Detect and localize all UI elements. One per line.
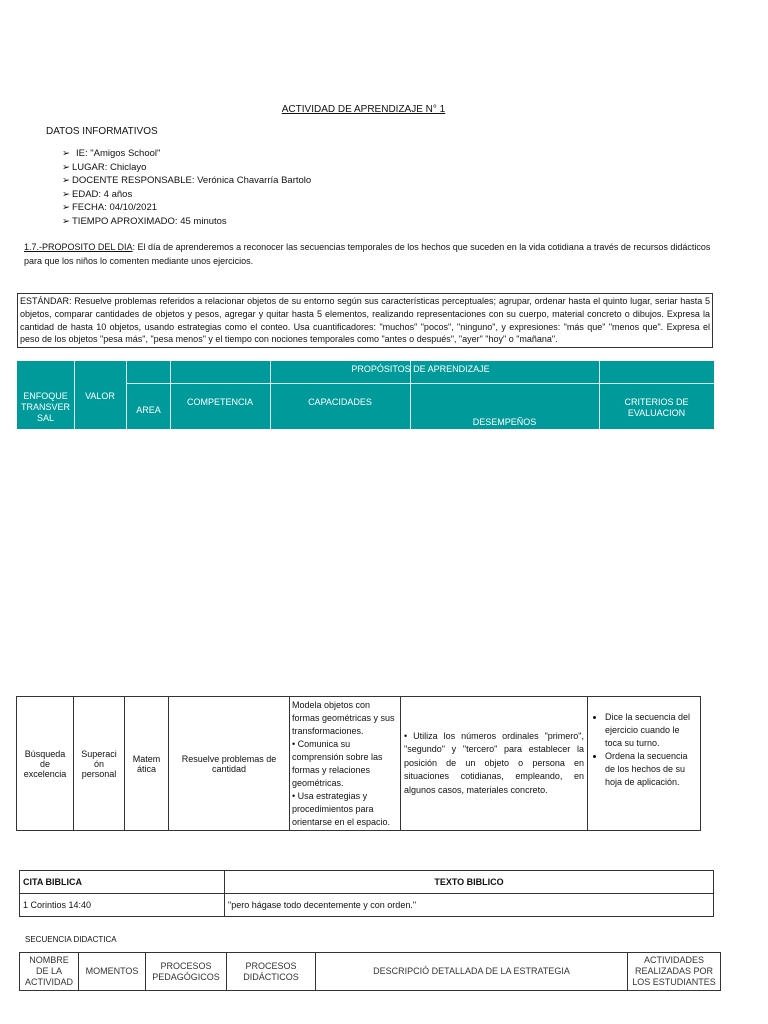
texto-biblico: "pero hágase todo decentemente y con orden." — [225, 894, 714, 917]
arrow-bullet-icon: ➢ — [62, 175, 70, 186]
cell-criterios — [588, 697, 701, 831]
arrow-bullet-icon: ➢ — [62, 161, 70, 173]
header-criterios: CRITERIOS DE EVALUACION — [624, 397, 689, 418]
info-list — [62, 147, 311, 228]
proposito-label: 1.7.-PROPOSITO DEL DIA — [24, 242, 133, 252]
table-row — [20, 953, 721, 991]
datos-informativos-heading: DATOS INFORMATIVOS — [46, 126, 158, 137]
proposito-del-dia — [24, 240, 714, 268]
cita-header: CITA BIBLICA — [20, 871, 225, 894]
list-item: • Dice la secuencia del ejercicio cuando le toca su turno. — [605, 711, 697, 750]
header-enfoque: ENFOQUE TRANSVER SAL — [20, 391, 70, 423]
arrow-bullet-icon: ➢ — [62, 188, 70, 200]
header-capacidades: CAPACIDADES — [308, 397, 372, 407]
cell-competencia: Resuelve problemas de cantidad — [169, 697, 290, 831]
info-item: ➢ EDAD: 4 años — [62, 188, 133, 200]
info-item: ➢ TIEMPO APROXIMADO: 45 minutos — [62, 215, 227, 227]
proposito-text: : El día de aprenderemos a reconocer las secuencias temporales de los hechos que suceden en la vida cotidiana a través de recursos didácticos para que los niños lo comenten mediante unos ejercicios. — [24, 242, 711, 266]
table-row — [20, 871, 714, 894]
list-item: • Ordena la secuencia de los hechos de su hoja de aplicación. — [605, 750, 697, 789]
propositos-header — [17, 361, 714, 429]
estandar-box: ESTÁNDAR: Resuelve problemas referidos a relacionar objetos de su entorno según sus características perceptuales; agrupar, ordenar hasta el quinto lugar, seriar hasta 5 objetos, comparar cantidades de objetos y pesos, agregar y quitar hasta 5 elementos, realizando representaciones con su cuerpo, material concreto o dibujos. Expresa la cantidad de hasta 10 objetos, usando estrategias como el conteo. Usa cuantificadores: "muchos" "pocos", "ninguno", y expresiones: "más que" "menos que". Expresa el peso de los objetos "pesa más", "pesa menos" y el tiempo con nociones temporales como "antes o después", "ayer" "hoy" o "mañana". — [17, 293, 713, 348]
seq-header-momentos: MOMENTOS — [79, 953, 146, 991]
header-area: AREA — [136, 405, 161, 415]
texto-header: TEXTO BIBLICO — [225, 871, 714, 894]
secuencia-label: SECUENCIA DIDACTICA — [25, 935, 117, 944]
header-valor: VALOR — [85, 391, 115, 401]
seq-header-actividades: ACTIVIDADES REALIZADAS POR LOS ESTUDIANTES — [628, 953, 721, 991]
cita-ref: 1 Corintios 14:40 — [20, 894, 225, 917]
arrow-bullet-icon: ➢ — [62, 215, 70, 227]
competencias-table — [16, 696, 701, 831]
info-item: ➢ IE: "Amigos School" — [62, 148, 161, 159]
cell-area: Matem ática — [125, 697, 169, 831]
table-row — [20, 894, 714, 917]
cell-valor: Superaci ón personal — [74, 697, 125, 831]
table-row — [17, 697, 701, 831]
arrow-bullet-icon: ➢ — [62, 148, 70, 159]
seq-header-pedagogicos: PROCESOS PEDAGÓGICOS — [146, 953, 227, 991]
secuencia-table — [19, 952, 721, 991]
cell-desempeno: • Utiliza los números ordinales "primero", "segundo" y "tercero" para establecer la posición de un objeto o persona en situaciones cotidianas, empleando, en algunos casos, materiales concreto. — [401, 697, 588, 831]
header-competencia: COMPETENCIA — [186, 397, 253, 407]
cell-capacidades: Modela objetos con formas geométricas y sus transformaciones. • Comunica su comprensión sobre las formas y relaciones geométricas. • Usa estrategias y procedimientos para orientarse en el espacio. — [290, 697, 401, 831]
seq-header-nombre: NOMBRE DE LA ACTIVIDAD — [20, 953, 79, 991]
info-item: ➢ DOCENTE RESPONSABLE: Verónica Chavarría Bartolo — [62, 175, 312, 186]
seq-header-descripcion: DESCRIPCIÓ DETALLADA DE LA ESTRATEGIA — [316, 953, 628, 991]
header-desempenos: DESEMPEÑOS — [472, 417, 537, 427]
cita-biblica-table — [19, 870, 714, 917]
header-propositos: PROPÓSITOS DE APRENDIZAJE — [351, 364, 490, 374]
info-item: ➢ LUGAR: Chiclayo — [62, 161, 147, 173]
cell-enfoque: Búsqueda de excelencia — [17, 697, 74, 831]
seq-header-didacticos: PROCESOS DIDÁCTICOS — [227, 953, 316, 991]
page-title: ACTIVIDAD DE APRENDIZAJE N° 1 — [281, 104, 446, 115]
arrow-bullet-icon: ➢ — [62, 202, 70, 213]
info-item: ➢ FECHA: 04/10/2021 — [62, 202, 158, 213]
